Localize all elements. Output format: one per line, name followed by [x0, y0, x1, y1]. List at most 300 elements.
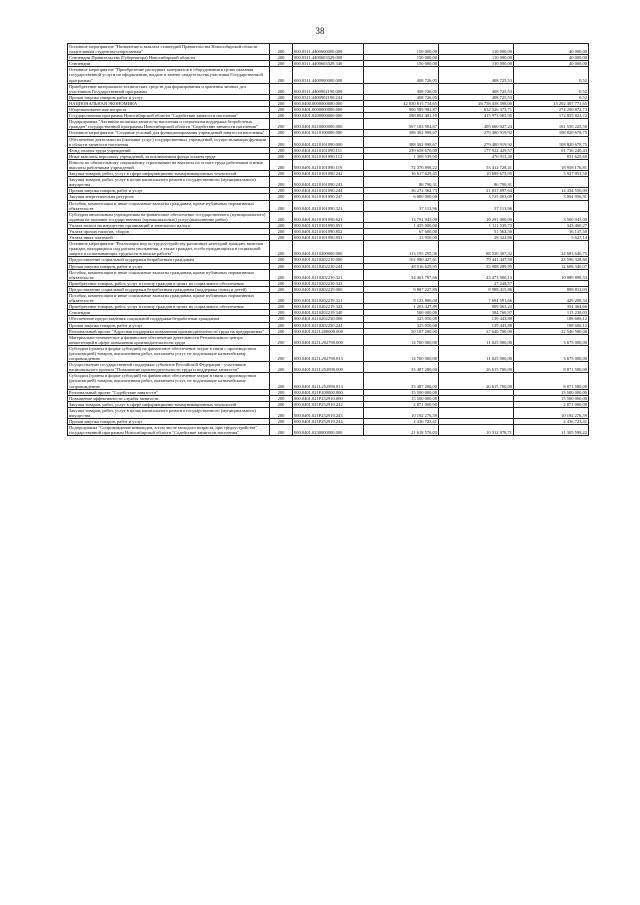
- indicator-name-cell: Субсидии (гранты в форме субсидий) на финансовое обеспечение затрат в связи с производством (реализацией) товаров, выполнением работ, оказанием услуг, не подлежащие казначейскому сопровождению: [68, 373, 270, 389]
- table-row: [68, 425, 589, 436]
- line-code-cell: 200: [270, 362, 293, 373]
- indicator-name-cell: Основное мероприятие "Реализация мер по трудоустройству различных категорий граждан, включая граждан, находящихся под риском увольнения, а также граждан, особо нуждающихся в социальной защите и испытывающих трудности в поиске работы": [68, 241, 270, 257]
- indicator-name-cell: Осуществление государственной поддержки субъектов Российской Федерации - участников национального проекта "Повышение производительности труда и поддержка занятости": [68, 362, 270, 373]
- executed-amount-cell: 139 443,88: [439, 322, 514, 328]
- executed-amount-cell: 7 694 591,66: [439, 293, 514, 304]
- budget-classification-cell: 000.0401.0210202230.000: [293, 316, 364, 322]
- line-code-cell: 200: [270, 395, 293, 401]
- indicator-name-cell: Прочая закупка товаров, работ и услуг: [68, 263, 270, 269]
- indicator-name-cell: Закупка энергетических ресурсов: [68, 194, 270, 200]
- unexecuted-amount-cell: 0,52: [514, 94, 589, 100]
- unexecuted-amount-cell: 108 820 678,75: [514, 136, 589, 147]
- approved-amount-cell: 9 887 227,89: [364, 286, 439, 292]
- executed-amount-cell: 177 922 429,57: [439, 147, 514, 153]
- approved-amount-cell: 72 370 898,22: [364, 159, 439, 170]
- budget-classification-cell: 000.0401.0210202219.321: [293, 293, 364, 304]
- approved-amount-cell: 6 800 000,00: [364, 194, 439, 200]
- indicator-name-cell: НАЦИОНАЛЬНАЯ ЭКОНОМИКА: [68, 100, 270, 106]
- approved-amount-cell: 10 192 276,59: [364, 407, 439, 418]
- table-row: [68, 304, 589, 310]
- budget-classification-cell: 000.0311.4400603329.000: [293, 55, 364, 61]
- table-row: [68, 222, 589, 228]
- unexecuted-amount-cell: 15 292 407 771,65: [514, 100, 589, 106]
- indicator-name-cell: Государственная программа Новосибирской области "Содействие занятости населения": [68, 113, 270, 119]
- approved-amount-cell: 906 589 982,87: [364, 107, 439, 113]
- budget-classification-cell: 000.0401.0210101090.851: [293, 222, 364, 228]
- budget-classification-cell: 000.0401.0210202210.000: [293, 257, 364, 263]
- line-code-cell: 200: [270, 235, 293, 241]
- executed-amount-cell: 10 312 978,71: [439, 425, 514, 436]
- unexecuted-amount-cell: 61 736 240,43: [514, 147, 589, 153]
- budget-classification-cell: 000.0311.4400600000.000: [293, 44, 364, 55]
- budget-classification-cell: 000.0401.021L202790.813: [293, 345, 364, 361]
- budget-classification-cell: 000.0401.0210202219.323: [293, 304, 364, 310]
- table-row: [68, 293, 589, 304]
- executed-amount-cell: 37 113,96: [439, 200, 514, 211]
- unexecuted-amount-cell: [514, 200, 589, 211]
- table-row: [68, 67, 589, 83]
- approved-amount-cell: 325 050,00: [364, 322, 439, 328]
- unexecuted-amount-cell: 40 000,00: [514, 44, 589, 55]
- budget-classification-cell: 000.0401.0210101090.119: [293, 159, 364, 170]
- approved-amount-cell: 2 871 000,00: [364, 401, 439, 407]
- executed-amount-cell: 139 443,88: [439, 316, 514, 322]
- approved-amount-cell: 15 500 000,00: [364, 395, 439, 401]
- table-row: [68, 257, 589, 263]
- unexecuted-amount-cell: 5 627,14: [514, 235, 589, 241]
- approved-amount-cell: 16 617 629,45: [364, 171, 439, 177]
- approved-amount-cell: 1 308 539,00: [364, 153, 439, 159]
- unexecuted-amount-cell: 18 958 176,81: [514, 159, 589, 170]
- unexecuted-amount-cell: 12 546 580,00: [514, 328, 589, 334]
- approved-amount-cell: 408 726,05: [364, 83, 439, 94]
- budget-classification-cell: 000.0401.0210101090.621: [293, 211, 364, 222]
- indicator-name-cell: Общеэкономические вопросы: [68, 107, 270, 113]
- indicator-name-cell: Приобретение материально-технических средств для формирования и хранения личных дел участников Государственной программы: [68, 83, 270, 94]
- indicator-name-cell: Прочая закупка товаров, работ и услуг: [68, 322, 270, 328]
- line-code-cell: 200: [270, 194, 293, 200]
- budget-classification-cell: 000.0311.4400902190.244: [293, 94, 364, 100]
- indicator-name-cell: Стипендии: [68, 61, 270, 67]
- approved-amount-cell: 1 263 427,89: [364, 304, 439, 310]
- budget-classification-cell: 000.0311.4400900000.000: [293, 67, 364, 83]
- unexecuted-amount-cell: 15 500 000,00: [514, 389, 589, 395]
- executed-amount-cell: 27 248,57: [439, 280, 514, 286]
- table-row: [68, 177, 589, 188]
- line-code-cell: 200: [270, 83, 293, 94]
- approved-amount-cell: 54 463 797,66: [364, 269, 439, 280]
- budget-classification-cell: 000.0401.021P252910.000: [293, 395, 364, 401]
- indicator-name-cell: Пособия, компенсации и иные социальные выплаты гражданам, кроме публичных нормативных обязательств: [68, 293, 270, 304]
- unexecuted-amount-cell: 10 989 898,53: [514, 269, 589, 280]
- executed-amount-cell: 415 973 005,95: [439, 113, 514, 119]
- executed-amount-cell: 408 725,53: [439, 67, 514, 83]
- approved-amount-cell: 150 000,00: [364, 61, 439, 67]
- approved-amount-cell: 8 123 800,00: [364, 293, 439, 304]
- approved-amount-cell: 113 195 295,30: [364, 241, 439, 257]
- line-code-cell: 200: [270, 304, 293, 310]
- unexecuted-amount-cell: 831 625,60: [514, 153, 589, 159]
- unexecuted-amount-cell: 274 290 872,73: [514, 107, 589, 113]
- line-code-cell: 200: [270, 425, 293, 436]
- indicator-name-cell: Подпрограмма "Сопровождение инвалидов, в том числе молодого возраста, при трудоустройстве" государственной программы Новосибирской области "Содействие занятости населения": [68, 425, 270, 436]
- unexecuted-amount-cell: 11 305 598,22: [514, 425, 589, 436]
- budget-classification-cell: 000.0401.0210101090.000: [293, 136, 364, 147]
- line-code-cell: 200: [270, 316, 293, 322]
- indicator-name-cell: Региональный проект "Содействие занятости": [68, 389, 270, 395]
- executed-amount-cell: 405 660 027,24: [439, 119, 514, 130]
- budget-classification-cell: 000.0401.021L200000.000: [293, 328, 364, 334]
- executed-amount-cell: 408 725,53: [439, 83, 514, 94]
- approved-amount-cell: 150 000,00: [364, 55, 439, 61]
- budget-classification-cell: 000.0401.0210000000.000: [293, 119, 364, 130]
- approved-amount-cell: 500 000,00: [364, 310, 439, 316]
- indicator-name-cell: Закупка товаров, работ, услуг в сфере информационно-коммуникационных технологий: [68, 401, 270, 407]
- executed-amount-cell: 86 790,31: [439, 177, 514, 188]
- line-code-cell: 200: [270, 55, 293, 61]
- line-code-cell: 200: [270, 159, 293, 170]
- unexecuted-amount-cell: 172 855 823,72: [514, 113, 589, 119]
- executed-amount-cell: 88 530 307,32: [439, 241, 514, 257]
- indicator-name-cell: Закупка товаров, работ, услуг в сфере информационно-коммуникационных технологий: [68, 171, 270, 177]
- unexecuted-amount-cell: 5 927 953,50: [514, 171, 589, 177]
- unexecuted-amount-cell: 188 606,12: [514, 316, 589, 322]
- approved-amount-cell: 150 000,00: [364, 44, 439, 55]
- line-code-cell: 200: [270, 328, 293, 334]
- table-row: [68, 407, 589, 418]
- indicator-name-cell: Повышение эффективности службы занятости: [68, 395, 270, 401]
- line-code-cell: 200: [270, 407, 293, 418]
- indicator-name-cell: Закупка товаров, работ, услуг в целях капитального ремонта государственного (муниципального) имущества: [68, 407, 270, 418]
- approved-amount-cell: 408 726,05: [364, 94, 439, 100]
- unexecuted-amount-cell: 14 434 556,09: [514, 188, 589, 194]
- indicator-name-cell: Пособия, компенсации и иные социальные выплаты гражданам, кроме публичных нормативных обязательств: [68, 269, 270, 280]
- indicator-name-cell: Субсидии (гранты в форме субсидий) на финансовое обеспечение затрат в связи с производством (реализацией) товаров, выполнением работ, оказанием услуг, не подлежащие казначейскому сопровождению: [68, 345, 270, 361]
- budget-classification-cell: 000.0401.0210101090.111: [293, 147, 364, 153]
- executed-amount-cell: 1 111 539,73: [439, 222, 514, 228]
- approved-amount-cell: 35 487 280,00: [364, 373, 439, 389]
- table-row: [68, 44, 589, 55]
- indicator-name-cell: Основное мероприятие "Приобретение расходных материалов и оборудования в целях оказания государственной услуги по оформлению, выдаче и замене свидетельства участника Государственной программы": [68, 67, 270, 83]
- line-code-cell: 200: [270, 389, 293, 395]
- table-row: [68, 362, 589, 373]
- executed-amount-cell: 408 725,53: [439, 94, 514, 100]
- executed-amount-cell: 26 758 438 398,00: [439, 100, 514, 106]
- executed-amount-cell: 43 473 900,13: [439, 269, 514, 280]
- approved-amount-cell: 13 791 945,00: [364, 211, 439, 222]
- indicator-name-cell: Стипендии Правительства (Губернатора) Новосибирской области: [68, 55, 270, 61]
- executed-amount-cell: 8 988 415,86: [439, 286, 514, 292]
- line-code-cell: 200: [270, 44, 293, 55]
- budget-classification-cell: 000.0401.0210202219.000: [293, 286, 364, 292]
- unexecuted-amount-cell: 23 596 328,60: [514, 257, 589, 263]
- executed-amount-cell: 26 615 700,00: [439, 362, 514, 373]
- budget-classification-cell: 000.0311.4400603329.340: [293, 61, 364, 67]
- budget-classification-cell: 000.0401.0000000000.000: [293, 107, 364, 113]
- executed-amount-cell: 11 025 000,00: [439, 334, 514, 345]
- approved-amount-cell: 102 980 427,61: [364, 257, 439, 263]
- line-code-cell: 200: [270, 229, 293, 235]
- approved-amount-cell: 42 050 815 714,65: [364, 100, 439, 106]
- approved-amount-cell: 21 618 576,03: [364, 425, 439, 436]
- line-code-cell: 200: [270, 113, 293, 119]
- approved-amount-cell: 48 516 629,95: [364, 263, 439, 269]
- approved-amount-cell: 86 790,31: [364, 177, 439, 188]
- unexecuted-amount-cell: 2 436 723,41: [514, 419, 589, 425]
- budget-classification-cell: 000.0401.0210101090.853: [293, 235, 364, 241]
- budget-classification-cell: 000.0311.4400902190.000: [293, 83, 364, 94]
- table-row: [68, 328, 589, 334]
- page-number: 38: [315, 26, 325, 36]
- indicator-name-cell: Уплата прочих налогов, сборов: [68, 229, 270, 235]
- line-code-cell: 200: [270, 280, 293, 286]
- unexecuted-amount-cell: 10 192 276,59: [514, 407, 589, 418]
- table-row: [68, 130, 589, 136]
- executed-amount-cell: 110 000,00: [439, 61, 514, 67]
- indicator-name-cell: Предоставление социальной поддержки безработным гражданам: [68, 257, 270, 263]
- approved-amount-cell: 567 183 904,87: [364, 119, 439, 130]
- budget-classification-cell: 000.0401.0210202210.321: [293, 269, 364, 280]
- indicator-name-cell: Иные выплаты персоналу учреждений, за исключением фонда оплаты труда: [68, 153, 270, 159]
- budget-classification-cell: 000.0401.021L252890.813: [293, 373, 364, 389]
- unexecuted-amount-cell: 12 608 340,07: [514, 263, 589, 269]
- approved-amount-cell: 37 113,96: [364, 200, 439, 211]
- executed-amount-cell: 3 735 003,09: [439, 194, 514, 200]
- budget-execution-table: [67, 43, 589, 436]
- executed-amount-cell: 110 000,00: [439, 44, 514, 55]
- budget-classification-cell: 000.0401.021P252910.244: [293, 419, 364, 425]
- unexecuted-amount-cell: 429 208,34: [514, 293, 589, 304]
- approved-amount-cell: 35 487 280,00: [364, 362, 439, 373]
- table-row: [68, 113, 589, 119]
- line-code-cell: 200: [270, 401, 293, 407]
- indicator-name-cell: Материально-техническое и финансовое обеспечение деятельности Регионального центра компетенций в сфере повышения производительности труда: [68, 334, 270, 345]
- unexecuted-amount-cell: 16 137,50: [514, 229, 589, 235]
- approved-amount-cell: 408 726,05: [364, 67, 439, 83]
- line-code-cell: 200: [270, 130, 293, 136]
- indicator-name-cell: Прочая закупка товаров, работ и услуг: [68, 94, 270, 100]
- approved-amount-cell: 1 455 000,00: [364, 222, 439, 228]
- line-code-cell: 200: [270, 171, 293, 177]
- unexecuted-amount-cell: 0,52: [514, 67, 589, 83]
- unexecuted-amount-cell: 8 871 580,00: [514, 362, 589, 373]
- budget-classification-cell: 000.0401.0210101090.243: [293, 177, 364, 188]
- table-row: [68, 83, 589, 94]
- approved-amount-cell: 239 658 670,00: [364, 147, 439, 153]
- line-code-cell: 200: [270, 67, 293, 83]
- line-code-cell: 200: [270, 100, 293, 106]
- unexecuted-amount-cell: 3 500 945,00: [514, 211, 589, 222]
- indicator-name-cell: Приобретение товаров, работ, услуг в пользу граждан в целях их социального обеспечения: [68, 280, 270, 286]
- executed-amount-cell: 28 322,86: [439, 235, 514, 241]
- line-code-cell: 200: [270, 286, 293, 292]
- unexecuted-amount-cell: 3 064 956,91: [514, 194, 589, 200]
- indicator-name-cell: Прочая закупка товаров, работ и услуг: [68, 188, 270, 194]
- executed-amount-cell: 35 908 289,95: [439, 263, 514, 269]
- line-code-cell: 200: [270, 200, 293, 211]
- indicator-name-cell: Фонд оплаты труда учреждений: [68, 147, 270, 153]
- approved-amount-cell: 36 272 362,73: [364, 188, 439, 194]
- unexecuted-amount-cell: 3 675 000,00: [514, 345, 589, 361]
- unexecuted-amount-cell: 24 683 646,75: [514, 241, 589, 257]
- indicator-name-cell: Пособия, компенсации и иные социальные выплаты гражданам, кроме публичных нормативных обязательств: [68, 200, 270, 211]
- approved-amount-cell: 15 500 000,00: [364, 389, 439, 395]
- unexecuted-amount-cell: 40 000,00: [514, 61, 589, 67]
- budget-classification-cell: 000.0401.0210101090.247: [293, 194, 364, 200]
- executed-amount-cell: 10 291 000,00: [439, 211, 514, 222]
- line-code-cell: 200: [270, 61, 293, 67]
- budget-classification-cell: 000.0401.0210101090.321: [293, 200, 364, 211]
- line-code-cell: 200: [270, 211, 293, 222]
- indicator-name-cell: Закупка товаров, работ, услуг в целях капитального ремонта государственного (муниципального) имущества: [68, 177, 270, 188]
- indicator-name-cell: Уплата иных платежей: [68, 235, 270, 241]
- line-code-cell: 200: [270, 177, 293, 188]
- line-code-cell: 200: [270, 269, 293, 280]
- approved-amount-cell: 388 302 998,67: [364, 130, 439, 136]
- indicator-name-cell: Обеспечение предоставления социальной поддержки безработным гражданам: [68, 316, 270, 322]
- approved-amount-cell: 2 436 723,41: [364, 419, 439, 425]
- budget-classification-cell: 000.0400.0000000000.000: [293, 100, 364, 106]
- indicator-name-cell: Основное мероприятие "Назначение и выплата стипендий Правительства Новосибирской области талантливым студентам-спортсменам": [68, 44, 270, 55]
- unexecuted-amount-cell: 354 364,66: [514, 304, 589, 310]
- unexecuted-amount-cell: 108 820 678,75: [514, 130, 589, 136]
- table-row: [68, 316, 589, 322]
- approved-amount-cell: 67 600,00: [364, 229, 439, 235]
- line-code-cell: 200: [270, 293, 293, 304]
- unexecuted-amount-cell: 2 871 000,00: [514, 401, 589, 407]
- indicator-name-cell: Прочая закупка товаров, работ и услуг: [68, 419, 270, 425]
- executed-amount-cell: 79 441 447,58: [439, 257, 514, 263]
- table-row: [68, 55, 589, 61]
- indicator-name-cell: Подпрограмма "Активная политика занятости населения и социальная поддержка безработных граждан" государственной программы Новосибирской области "Содействие занятости населения": [68, 119, 270, 130]
- executed-amount-cell: 21 837 897,64: [439, 188, 514, 194]
- executed-amount-cell: 384 760,97: [439, 310, 514, 316]
- line-code-cell: 200: [270, 241, 293, 257]
- indicator-name-cell: Уплата налога на имущество организаций и земельного налога: [68, 222, 270, 228]
- unexecuted-amount-cell: 898 812,03: [514, 286, 589, 292]
- budget-classification-cell: 000.0401.0210101090.112: [293, 153, 364, 159]
- table-row: [68, 345, 589, 361]
- indicator-name-cell: Обеспечение деятельности (оказание услуг) государственных учреждений, осуществляющих функции в области занятости населения: [68, 136, 270, 147]
- table-row: [68, 334, 589, 345]
- approved-amount-cell: 588 802 481,10: [364, 113, 439, 119]
- line-code-cell: 200: [270, 263, 293, 269]
- budget-classification-cell: 000.0401.0210202219.340: [293, 310, 364, 316]
- table-row: [68, 200, 589, 211]
- unexecuted-amount-cell: [514, 177, 589, 188]
- table-row: [68, 211, 589, 222]
- budget-classification-cell: 000.0401.021L202790.000: [293, 334, 364, 345]
- budget-classification-cell: 000.0401.0230000000.000: [293, 425, 364, 436]
- line-code-cell: 200: [270, 419, 293, 425]
- approved-amount-cell: 14 700 000,00: [364, 345, 439, 361]
- indicator-name-cell: Региональный проект "Адресная поддержка повышения производительности труда на предприятиях": [68, 328, 270, 334]
- indicator-name-cell: Стипендии: [68, 310, 270, 316]
- indicator-name-cell: Приобретение товаров, работ, услуг в пользу граждан в целях их социального обеспечения: [68, 304, 270, 310]
- line-code-cell: 200: [270, 153, 293, 159]
- budget-classification-cell: 000.0401.0210200000.000: [293, 241, 364, 257]
- executed-amount-cell: 10 689 675,95: [439, 171, 514, 177]
- table-row: [68, 159, 589, 170]
- table-row: [68, 136, 589, 147]
- budget-classification-cell: 000.0401.021P200000.000: [293, 389, 364, 395]
- line-code-cell: 200: [270, 334, 293, 345]
- unexecuted-amount-cell: 188 606,12: [514, 322, 589, 328]
- unexecuted-amount-cell: 0,52: [514, 83, 589, 94]
- executed-amount-cell: 279 480 919,92: [439, 130, 514, 136]
- unexecuted-amount-cell: 161 550 225,50: [514, 119, 589, 130]
- approved-amount-cell: 50 187 280,00: [364, 328, 439, 334]
- table-row: [68, 171, 589, 177]
- executed-amount-cell: 110 000,00: [439, 55, 514, 61]
- executed-amount-cell: 476 913,40: [439, 153, 514, 159]
- executed-amount-cell: 53 412 728,41: [439, 159, 514, 170]
- line-code-cell: 200: [270, 345, 293, 361]
- executed-amount-cell: 51 562,50: [439, 229, 514, 235]
- approved-amount-cell: 14 700 000,00: [364, 334, 439, 345]
- budget-classification-cell: 000.0401.021P252910.242: [293, 401, 364, 407]
- unexecuted-amount-cell: 40 000,00: [514, 55, 589, 61]
- approved-amount-cell: 388 302 998,67: [364, 136, 439, 147]
- budget-classification-cell: 000.0401.0210101090.852: [293, 229, 364, 235]
- line-code-cell: 200: [270, 373, 293, 389]
- approved-amount-cell: 325 050,00: [364, 316, 439, 322]
- line-code-cell: 200: [270, 107, 293, 113]
- line-code-cell: 200: [270, 222, 293, 228]
- executed-amount-cell: 632 326 373,71: [439, 107, 514, 113]
- budget-classification-cell: 000.0401.021L252890.000: [293, 362, 364, 373]
- line-code-cell: 200: [270, 322, 293, 328]
- table-row: [68, 241, 589, 257]
- indicator-name-cell: Основное мероприятие "Создание условий для функционирования учреждений занятости населения": [68, 130, 270, 136]
- line-code-cell: 200: [270, 94, 293, 100]
- line-code-cell: 200: [270, 147, 293, 153]
- budget-classification-cell: 000.0401.021P252910.243: [293, 407, 364, 418]
- line-code-cell: 200: [270, 119, 293, 130]
- budget-classification-cell: 000.0401.0210100000.000: [293, 130, 364, 136]
- unexecuted-amount-cell: 15 500 000,00: [514, 395, 589, 401]
- table-row: [68, 269, 589, 280]
- budget-classification-cell: 000.0401.0210202210.244: [293, 263, 364, 269]
- line-code-cell: 200: [270, 188, 293, 194]
- table-row: [68, 286, 589, 292]
- budget-classification-cell: 000.0401.0210202230.244: [293, 322, 364, 328]
- indicator-name-cell: Субсидии автономным учреждениям на финансовое обеспечение государственного (муниципального) задания на оказание государственных (муниципальных) услуг (выполнение работ): [68, 211, 270, 222]
- unexecuted-amount-cell: 115 239,03: [514, 310, 589, 316]
- table-row: [68, 373, 589, 389]
- indicator-name-cell: Взносы по обязательному социальному страхованию на выплаты по оплате труда работников и иные выплаты работникам учреждений: [68, 159, 270, 170]
- line-code-cell: 200: [270, 136, 293, 147]
- unexecuted-amount-cell: 343 460,27: [514, 222, 589, 228]
- unexecuted-amount-cell: 8 871 580,00: [514, 373, 589, 389]
- executed-amount-cell: 37 640 700,00: [439, 328, 514, 334]
- indicator-name-cell: Предоставление социальной поддержки безработным гражданам (поддержка семьи и детей): [68, 286, 270, 292]
- executed-amount-cell: 26 615 700,00: [439, 373, 514, 389]
- budget-classification-cell: 000.0401.0200000000.000: [293, 113, 364, 119]
- table-row: [68, 153, 589, 159]
- executed-amount-cell: [439, 407, 514, 418]
- approved-amount-cell: 33 950,00: [364, 235, 439, 241]
- table-row: [68, 119, 589, 130]
- line-code-cell: 200: [270, 310, 293, 316]
- line-code-cell: 200: [270, 257, 293, 263]
- budget-classification-cell: 000.0401.0210101090.244: [293, 188, 364, 194]
- executed-amount-cell: 11 025 000,00: [439, 345, 514, 361]
- unexecuted-amount-cell: 3 675 000,00: [514, 334, 589, 345]
- executed-amount-cell: 279 480 919,92: [439, 136, 514, 147]
- budget-classification-cell: 000.0401.0210101090.242: [293, 171, 364, 177]
- table-row: [68, 280, 589, 286]
